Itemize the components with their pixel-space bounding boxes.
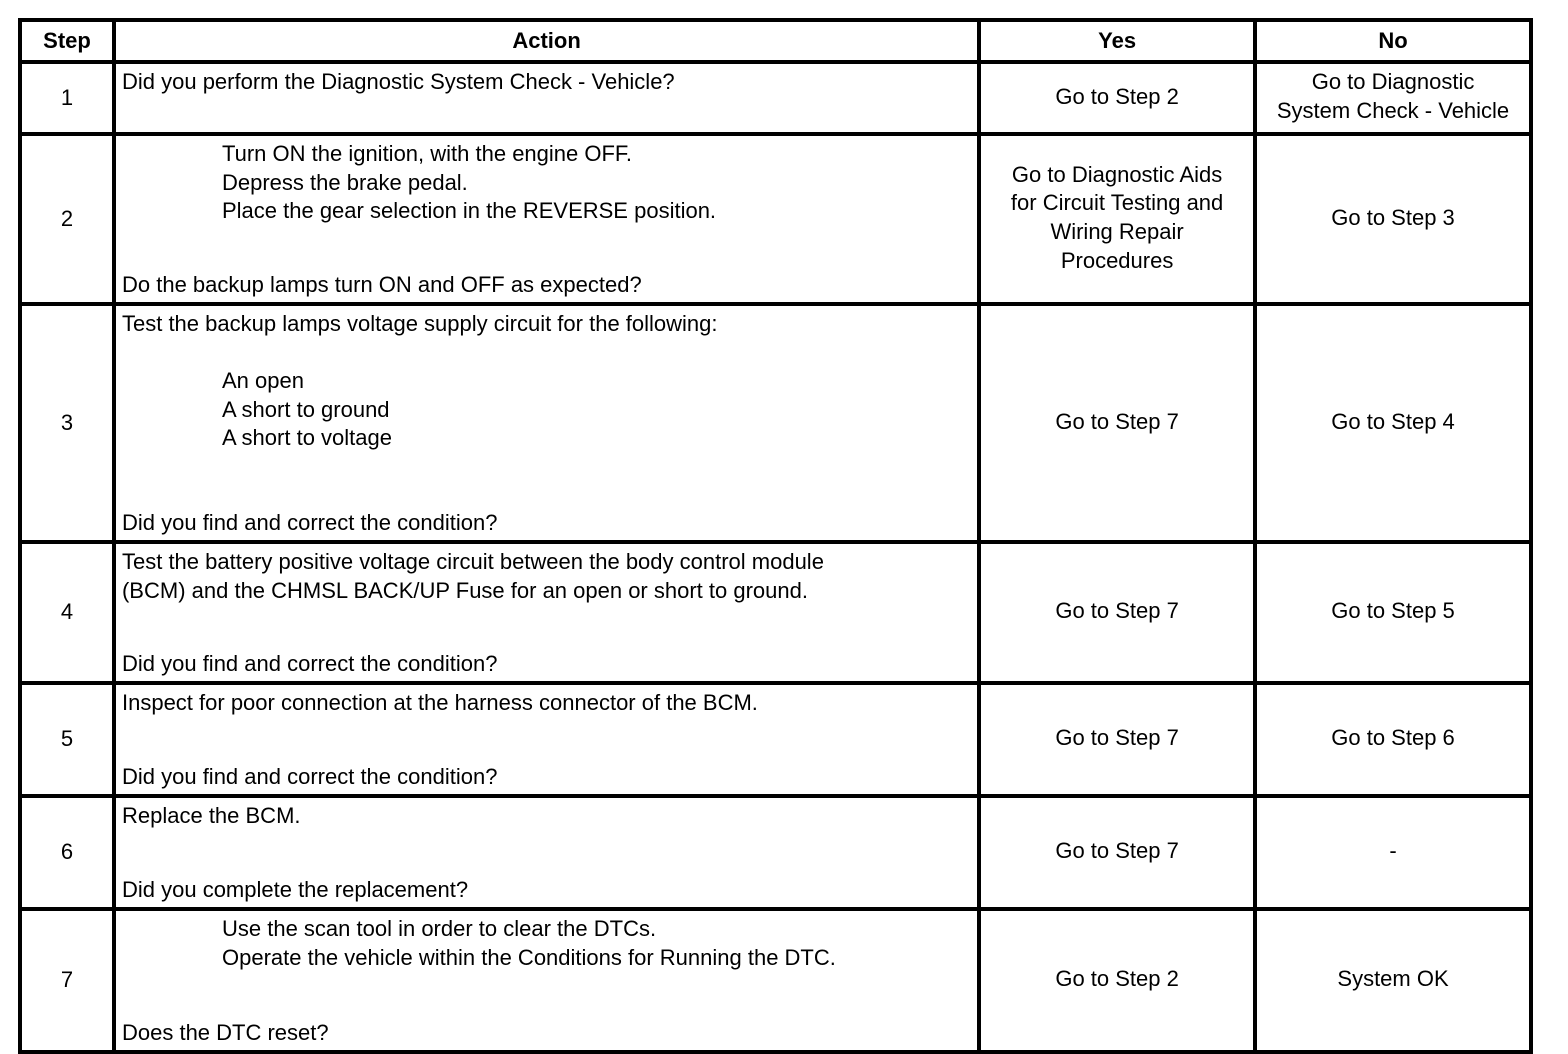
step-cell: 2	[20, 134, 114, 304]
action-instructions	[122, 68, 973, 97]
action-text: (BCM) and the CHMSL BACK/UP Fuse for an open or short to ground.	[121, 577, 808, 603]
yes-text: for Circuit Testing and	[1010, 190, 1224, 216]
header-row	[20, 20, 1531, 62]
action-cell	[114, 134, 979, 304]
table-row	[20, 542, 1531, 683]
action-substep: A short to voltage	[221, 425, 392, 451]
step-cell: 4	[20, 542, 114, 683]
action-question: Does the DTC reset?	[121, 1020, 329, 1046]
yes-text: Go to Step 7	[1055, 725, 1179, 751]
action-substep: Operate the vehicle within the Conditions for Running the DTC.	[221, 944, 836, 970]
action-substep: An open	[221, 368, 304, 394]
action-instructions	[122, 802, 973, 831]
yes-text: Go to Step 2	[1055, 966, 1179, 992]
action-instructions	[122, 140, 973, 226]
no-cell	[1255, 796, 1531, 909]
action-cell	[114, 683, 979, 796]
table-row	[20, 909, 1531, 1052]
step-cell: 7	[20, 909, 114, 1052]
table-row	[20, 134, 1531, 304]
yes-cell	[979, 683, 1255, 796]
diagnostic-table	[18, 18, 1533, 1054]
no-text: Go to Step 5	[1331, 598, 1455, 624]
action-content	[122, 689, 973, 792]
action-cell	[114, 542, 979, 683]
yes-text: Wiring Repair	[1050, 219, 1184, 244]
no-cell	[1255, 542, 1531, 683]
no-cell	[1255, 909, 1531, 1052]
yes-text: Go to Step 7	[1055, 598, 1179, 624]
action-content	[122, 68, 973, 130]
no-text: System Check - Vehicle	[1276, 98, 1510, 123]
header-action: Action	[114, 20, 979, 62]
action-question: Did you complete the replacement?	[121, 877, 469, 903]
spacer	[122, 339, 973, 368]
action-content	[122, 548, 973, 679]
step-cell: 3	[20, 304, 114, 542]
action-content	[122, 802, 973, 905]
action-substep: Use the scan tool in order to clear the DTCs.	[221, 916, 657, 941]
no-text: -	[1389, 838, 1397, 864]
action-content	[122, 140, 973, 300]
yes-cell	[979, 62, 1255, 134]
action-instructions	[122, 915, 973, 972]
yes-text: Go to Step 2	[1055, 83, 1179, 109]
table-row	[20, 683, 1531, 796]
no-text: Go to Step 4	[1331, 408, 1455, 434]
action-instructions	[122, 548, 973, 605]
no-cell	[1255, 304, 1531, 542]
table-row	[20, 304, 1531, 542]
action-cell	[114, 304, 979, 542]
step-cell: 5	[20, 683, 114, 796]
action-question: Did you find and correct the condition?	[121, 764, 498, 790]
no-cell	[1255, 683, 1531, 796]
action-question: Do the backup lamps turn ON and OFF as expected?	[121, 272, 642, 298]
table-body	[20, 62, 1531, 1052]
step-cell: 1	[20, 62, 114, 134]
step-cell: 6	[20, 796, 114, 909]
action-substep: Depress the brake pedal.	[221, 169, 468, 195]
no-cell	[1255, 62, 1531, 134]
action-substep: Turn ON the ignition, with the engine OFF.	[221, 141, 633, 166]
no-text: System OK	[1337, 966, 1449, 992]
yes-text: Go to Step 7	[1055, 838, 1179, 864]
action-text: Test the battery positive voltage circuit between the body control module	[121, 549, 824, 574]
action-text: Replace the BCM.	[121, 803, 301, 828]
yes-cell	[979, 134, 1255, 304]
action-substep: Place the gear selection in the REVERSE position.	[221, 198, 717, 224]
action-cell	[114, 909, 979, 1052]
table-row	[20, 796, 1531, 909]
action-content	[122, 915, 973, 1048]
action-instructions	[122, 689, 973, 718]
action-substep: A short to ground	[221, 396, 390, 422]
yes-text: Procedures	[1060, 247, 1174, 273]
header-no: No	[1255, 20, 1531, 62]
yes-cell	[979, 796, 1255, 909]
table-row	[20, 62, 1531, 134]
no-cell	[1255, 134, 1531, 304]
action-instructions	[122, 310, 973, 453]
yes-cell	[979, 304, 1255, 542]
yes-text: Go to Step 7	[1055, 408, 1179, 434]
yes-cell	[979, 542, 1255, 683]
action-text: Test the backup lamps voltage supply circuit for the following:	[121, 311, 718, 336]
no-text: Go to Diagnostic	[1311, 69, 1475, 95]
yes-cell	[979, 909, 1255, 1052]
action-text: Did you perform the Diagnostic System Check - Vehicle?	[121, 69, 675, 94]
yes-text: Go to Diagnostic Aids	[1011, 161, 1223, 187]
header-yes: Yes	[979, 20, 1255, 62]
action-content	[122, 310, 973, 538]
action-cell	[114, 62, 979, 134]
action-question: Did you find and correct the condition?	[121, 651, 498, 677]
header-step: Step	[20, 20, 114, 62]
action-text: Inspect for poor connection at the harness connector of the BCM.	[121, 690, 758, 715]
no-text: Go to Step 3	[1331, 204, 1455, 230]
action-question: Did you find and correct the condition?	[121, 510, 498, 536]
no-text: Go to Step 6	[1331, 725, 1455, 751]
action-cell	[114, 796, 979, 909]
